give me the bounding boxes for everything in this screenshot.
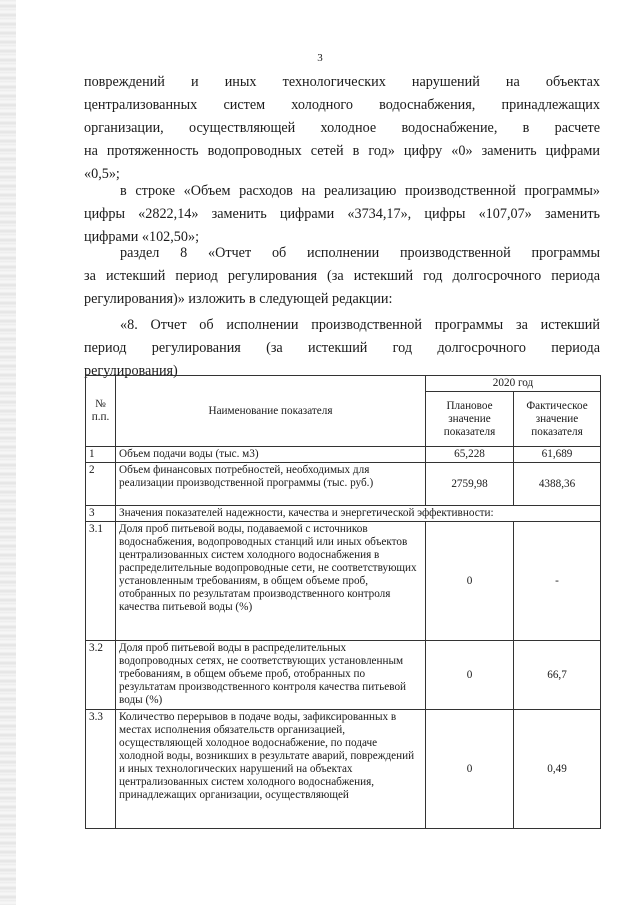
- text-line: в строке «Объем расходов на реализацию производственной программы»: [120, 183, 600, 199]
- text-line: раздел 8 «Отчет об исполнении производственной программы: [120, 245, 600, 261]
- paragraph-3: [84, 242, 600, 311]
- row-actual: -: [514, 522, 601, 641]
- row-planned: 2759,98: [426, 463, 514, 506]
- page-number: 3: [317, 52, 323, 64]
- table-row: [86, 710, 601, 829]
- row-num: 3.3: [86, 710, 116, 829]
- text-line: за истекший период регулирования (за истекший год долгосрочного периода: [84, 268, 600, 284]
- text-line: цифры «2822,14» заменить цифрами «3734,17», цифры «107,07» заменить: [84, 206, 600, 222]
- header-name: Наименование показателя: [116, 376, 426, 447]
- header-year: 2020 год: [426, 376, 601, 392]
- row-name: Доля проб питьевой воды в распределительных водопроводных сетях, не соответствующих установленным требованиям, в общем объеме проб, отобранных по результатам производственного контроля качества питьевой воды (%): [116, 641, 426, 710]
- row-actual: 0,49: [514, 710, 601, 829]
- table-row: [86, 641, 601, 710]
- text-line: «0,5»;: [84, 166, 120, 182]
- text-line: регулирования)» изложить в следующей редакции:: [84, 291, 393, 307]
- text-line: «8. Отчет об исполнении производственной программы за истекший: [120, 317, 600, 333]
- table-row: [86, 447, 601, 463]
- table-header-row: [86, 376, 601, 392]
- row-num: 1: [86, 447, 116, 463]
- text-line: на протяженность водопроводных сетей в год» цифру «0» заменить цифрами: [84, 143, 600, 159]
- row-actual: 4388,36: [514, 463, 601, 506]
- table-row: [86, 522, 601, 641]
- row-name: Доля проб питьевой воды, подаваемой с источников водоснабжения, водопроводных станций или иных объектов централизованных систем холодного водоснабжения в распределительные водопроводные сети, не соответствующих установленным требованиям, в общем объеме проб, отобранных по результатам производственного контроля качества питьевой воды (%): [116, 522, 426, 641]
- section-title: Значения показателей надежности, качества и энергетической эффективности:: [116, 506, 601, 522]
- table-section-row: [86, 506, 601, 522]
- paragraph-2: [84, 180, 600, 249]
- row-name: Объем подачи воды (тыс. м3): [116, 447, 426, 463]
- report-table: [85, 375, 601, 829]
- scan-edge-shadow: [0, 0, 16, 905]
- row-name: Объем финансовых потребностей, необходимых для реализации производственной программы (тыс. руб.): [116, 463, 426, 506]
- header-planned: Плановое значение показателя: [426, 392, 514, 447]
- text-line: повреждений и иных технологических нарушений на объектах: [84, 74, 600, 90]
- row-planned: 0: [426, 710, 514, 829]
- row-num: 3.1: [86, 522, 116, 641]
- table-row: [86, 463, 601, 506]
- text-line: цифрами «102,50»;: [84, 229, 200, 245]
- row-planned: 0: [426, 641, 514, 710]
- text-line: централизованных систем холодного водоснабжения, принадлежащих: [84, 97, 600, 113]
- header-num: № п.п.: [86, 376, 116, 447]
- text-line: организации, осуществляющей холодное водоснабжение, в расчете: [84, 120, 600, 136]
- paragraph-1: [84, 71, 600, 186]
- text-line: период регулирования (за истекший год долгосрочного периода: [84, 340, 600, 356]
- row-num: 3.2: [86, 641, 116, 710]
- row-planned: 65,228: [426, 447, 514, 463]
- row-actual: 66,7: [514, 641, 601, 710]
- row-num: 3: [86, 506, 116, 522]
- header-actual: Фактическое значение показателя: [514, 392, 601, 447]
- row-num: 2: [86, 463, 116, 506]
- text-line: регулирования): [84, 363, 178, 379]
- row-actual: 61,689: [514, 447, 601, 463]
- paragraph-4: [84, 314, 600, 383]
- row-name: Количество перерывов в подаче воды, зафиксированных в местах исполнения обязательств организацией, осуществляющей холодное водоснабжение, по подаче холодной воды, возникших в результате аварий, повреждений и иных технологических нарушений на объектах централизованных систем холодного водоснабжения, принадлежащих организации, осуществляющей: [116, 710, 426, 829]
- row-planned: 0: [426, 522, 514, 641]
